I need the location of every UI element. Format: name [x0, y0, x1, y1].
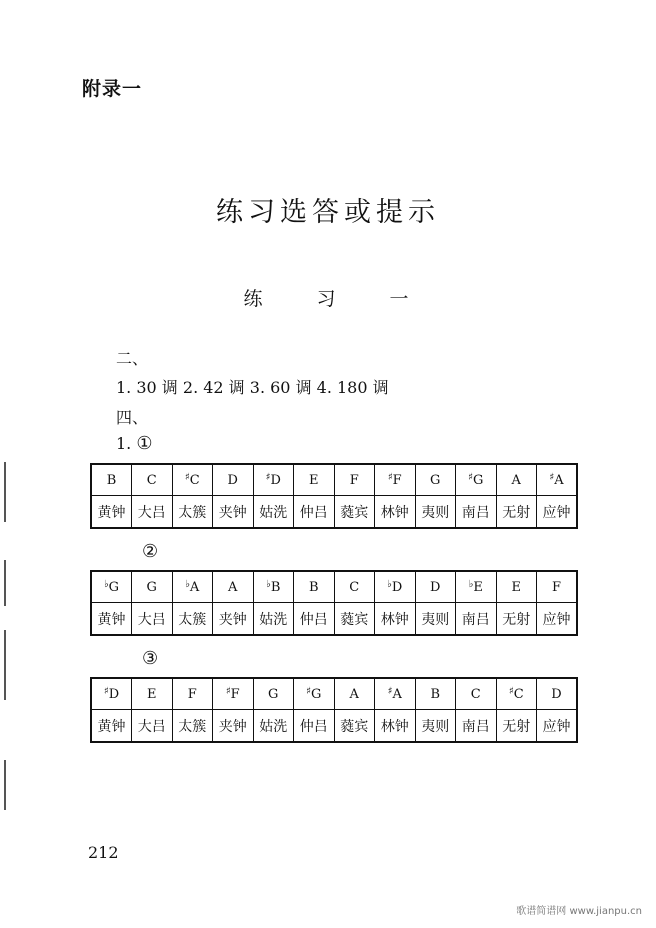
pitch-letter: C	[513, 687, 524, 702]
pitch-cell	[213, 678, 254, 710]
accidental-mark: ♯	[225, 686, 231, 697]
pitch-letter: G	[146, 580, 157, 595]
pitch-letter: E	[511, 580, 521, 595]
accidental-mark: ♭	[103, 579, 109, 590]
table-2-mark: ②	[142, 541, 159, 562]
accidental-mark: ♭	[185, 579, 190, 590]
pitch-letter: D	[108, 687, 120, 702]
pitch-cell	[132, 678, 173, 710]
lu-name-cell: 大吕	[132, 603, 173, 636]
pitch-letter: C	[470, 687, 481, 702]
pitch-cell	[213, 571, 254, 603]
key-table-1	[90, 463, 578, 529]
item-one-number: 1.	[116, 434, 132, 453]
pitch-cell	[132, 464, 173, 496]
lu-name-cell: 南吕	[456, 603, 497, 636]
key-table-3	[90, 677, 578, 743]
lu-name-cell: 夷则	[415, 603, 456, 636]
lu-name-cell: 无射	[496, 603, 537, 636]
pitch-letter: E	[473, 580, 483, 595]
pitch-letter: D	[430, 580, 441, 595]
key-row-pitches	[91, 464, 577, 496]
pitch-letter: A	[554, 473, 564, 488]
lu-name-cell: 蕤宾	[334, 603, 375, 636]
pitch-letter: G	[310, 687, 322, 702]
lu-name-cell: 黄钟	[91, 710, 132, 743]
lu-name-cell: 应钟	[537, 603, 578, 636]
pitch-cell	[537, 464, 578, 496]
accidental-mark: ♭	[468, 579, 474, 590]
scan-edge-mark	[4, 630, 6, 700]
lu-name-cell: 仲吕	[294, 710, 335, 743]
pitch-letter: A	[511, 473, 521, 488]
pitch-letter: G	[472, 473, 484, 488]
lu-name-cell: 太簇	[172, 496, 213, 529]
pitch-letter: C	[146, 473, 157, 488]
pitch-cell	[537, 678, 578, 710]
lu-name-cell: 姑洗	[253, 496, 294, 529]
page-number: 212	[88, 843, 119, 862]
pitch-letter: B	[106, 473, 117, 488]
key-row-lu-names	[91, 710, 577, 743]
pitch-cell	[334, 571, 375, 603]
accidental-mark: ♯	[508, 686, 514, 697]
lu-name-cell: 夷则	[415, 710, 456, 743]
pitch-cell	[172, 678, 213, 710]
pitch-cell	[415, 678, 456, 710]
key-row-lu-names	[91, 603, 577, 636]
pitch-letter: D	[391, 580, 403, 595]
pitch-letter: B	[430, 687, 441, 702]
lu-name-cell: 姑洗	[253, 710, 294, 743]
lu-name-cell: 太簇	[172, 603, 213, 636]
lu-name-cell: 夹钟	[213, 496, 254, 529]
pitch-cell	[213, 464, 254, 496]
pitch-cell	[537, 571, 578, 603]
pitch-cell	[375, 464, 416, 496]
accidental-mark: ♯	[387, 472, 393, 483]
accidental-mark: ♯	[468, 472, 473, 483]
accidental-mark: ♭	[266, 579, 271, 590]
section-two-label: 二、	[116, 349, 149, 368]
key-row-pitches	[91, 571, 577, 603]
accidental-mark: ♯	[103, 686, 109, 697]
pitch-letter: G	[430, 473, 441, 488]
pitch-letter: A	[189, 580, 200, 595]
pitch-cell	[375, 678, 416, 710]
lu-name-cell: 林钟	[375, 710, 416, 743]
lu-name-cell: 林钟	[375, 603, 416, 636]
key-row-lu-names	[91, 496, 577, 529]
pitch-letter: B	[270, 580, 281, 595]
pitch-cell	[294, 464, 335, 496]
lu-name-cell: 仲吕	[294, 603, 335, 636]
pitch-cell	[496, 571, 537, 603]
pitch-cell	[496, 464, 537, 496]
answers-line: 1. 30 调 2. 42 调 3. 60 调 4. 180 调	[116, 378, 389, 397]
pitch-letter: C	[349, 580, 360, 595]
accidental-mark: ♯	[387, 686, 393, 697]
lu-name-cell: 黄钟	[91, 603, 132, 636]
lu-name-cell: 夹钟	[213, 603, 254, 636]
lu-name-cell: 夹钟	[213, 710, 254, 743]
pitch-letter: F	[187, 687, 197, 702]
table-3-mark: ③	[142, 648, 159, 669]
pitch-letter: B	[308, 580, 319, 595]
pitch-cell	[456, 571, 497, 603]
pitch-letter: F	[392, 473, 402, 488]
lu-name-cell: 黄钟	[91, 496, 132, 529]
pitch-letter: D	[551, 687, 562, 702]
page-title: 练习选答或提示	[216, 197, 440, 228]
lu-name-cell: 应钟	[537, 496, 578, 529]
lu-name-cell: 无射	[496, 710, 537, 743]
lu-name-cell: 大吕	[132, 710, 173, 743]
item-one-line	[116, 433, 153, 454]
pitch-letter: F	[230, 687, 240, 702]
pitch-cell	[253, 464, 294, 496]
pitch-letter: G	[108, 580, 120, 595]
pitch-letter: E	[147, 687, 157, 702]
pitch-cell	[253, 571, 294, 603]
pitch-cell	[132, 571, 173, 603]
pitch-cell	[91, 678, 132, 710]
pitch-cell	[415, 464, 456, 496]
lu-name-cell: 大吕	[132, 496, 173, 529]
pitch-cell	[334, 464, 375, 496]
pitch-letter: A	[392, 687, 402, 702]
accidental-mark: ♯	[549, 472, 555, 483]
pitch-cell	[375, 571, 416, 603]
pitch-cell	[172, 464, 213, 496]
pitch-cell	[253, 678, 294, 710]
pitch-cell	[294, 678, 335, 710]
scan-edge-mark	[4, 560, 6, 606]
appendix-heading: 附录一	[82, 78, 143, 100]
pitch-cell	[91, 571, 132, 603]
lu-name-cell: 蕤宾	[334, 496, 375, 529]
pitch-cell	[334, 678, 375, 710]
table-1-mark: ①	[136, 433, 153, 454]
lu-name-cell: 应钟	[537, 710, 578, 743]
accidental-mark: ♯	[306, 686, 311, 697]
pitch-cell	[496, 678, 537, 710]
lu-name-cell: 太簇	[172, 710, 213, 743]
pitch-cell	[172, 571, 213, 603]
lu-name-cell: 无射	[496, 496, 537, 529]
pitch-cell	[294, 571, 335, 603]
watermark: 歌谱简谱网 www.jianpu.cn	[516, 906, 642, 917]
pitch-cell	[456, 464, 497, 496]
pitch-letter: E	[309, 473, 319, 488]
key-table-2	[90, 570, 578, 636]
lu-name-cell: 蕤宾	[334, 710, 375, 743]
accidental-mark: ♯	[184, 472, 190, 483]
pitch-letter: D	[227, 473, 238, 488]
pitch-letter: F	[349, 473, 359, 488]
lu-name-cell: 林钟	[375, 496, 416, 529]
lu-name-cell: 南吕	[456, 710, 497, 743]
lu-name-cell: 仲吕	[294, 496, 335, 529]
key-row-pitches	[91, 678, 577, 710]
accidental-mark: ♯	[265, 472, 271, 483]
pitch-letter: G	[268, 687, 279, 702]
pitch-letter: A	[349, 687, 359, 702]
section-four-label: 四、	[116, 408, 149, 427]
pitch-letter: A	[228, 580, 238, 595]
pitch-letter: C	[189, 473, 200, 488]
lu-name-cell: 南吕	[456, 496, 497, 529]
lu-name-cell: 夷则	[415, 496, 456, 529]
pitch-cell	[91, 464, 132, 496]
lu-name-cell: 姑洗	[253, 603, 294, 636]
accidental-mark: ♭	[387, 579, 392, 590]
pitch-letter: D	[270, 473, 281, 488]
pitch-cell	[415, 571, 456, 603]
pitch-cell	[456, 678, 497, 710]
scan-edge-mark	[4, 760, 6, 810]
pitch-letter: F	[551, 580, 562, 595]
exercise-title: 练 习 一	[243, 288, 413, 310]
scan-edge-mark	[4, 462, 6, 522]
